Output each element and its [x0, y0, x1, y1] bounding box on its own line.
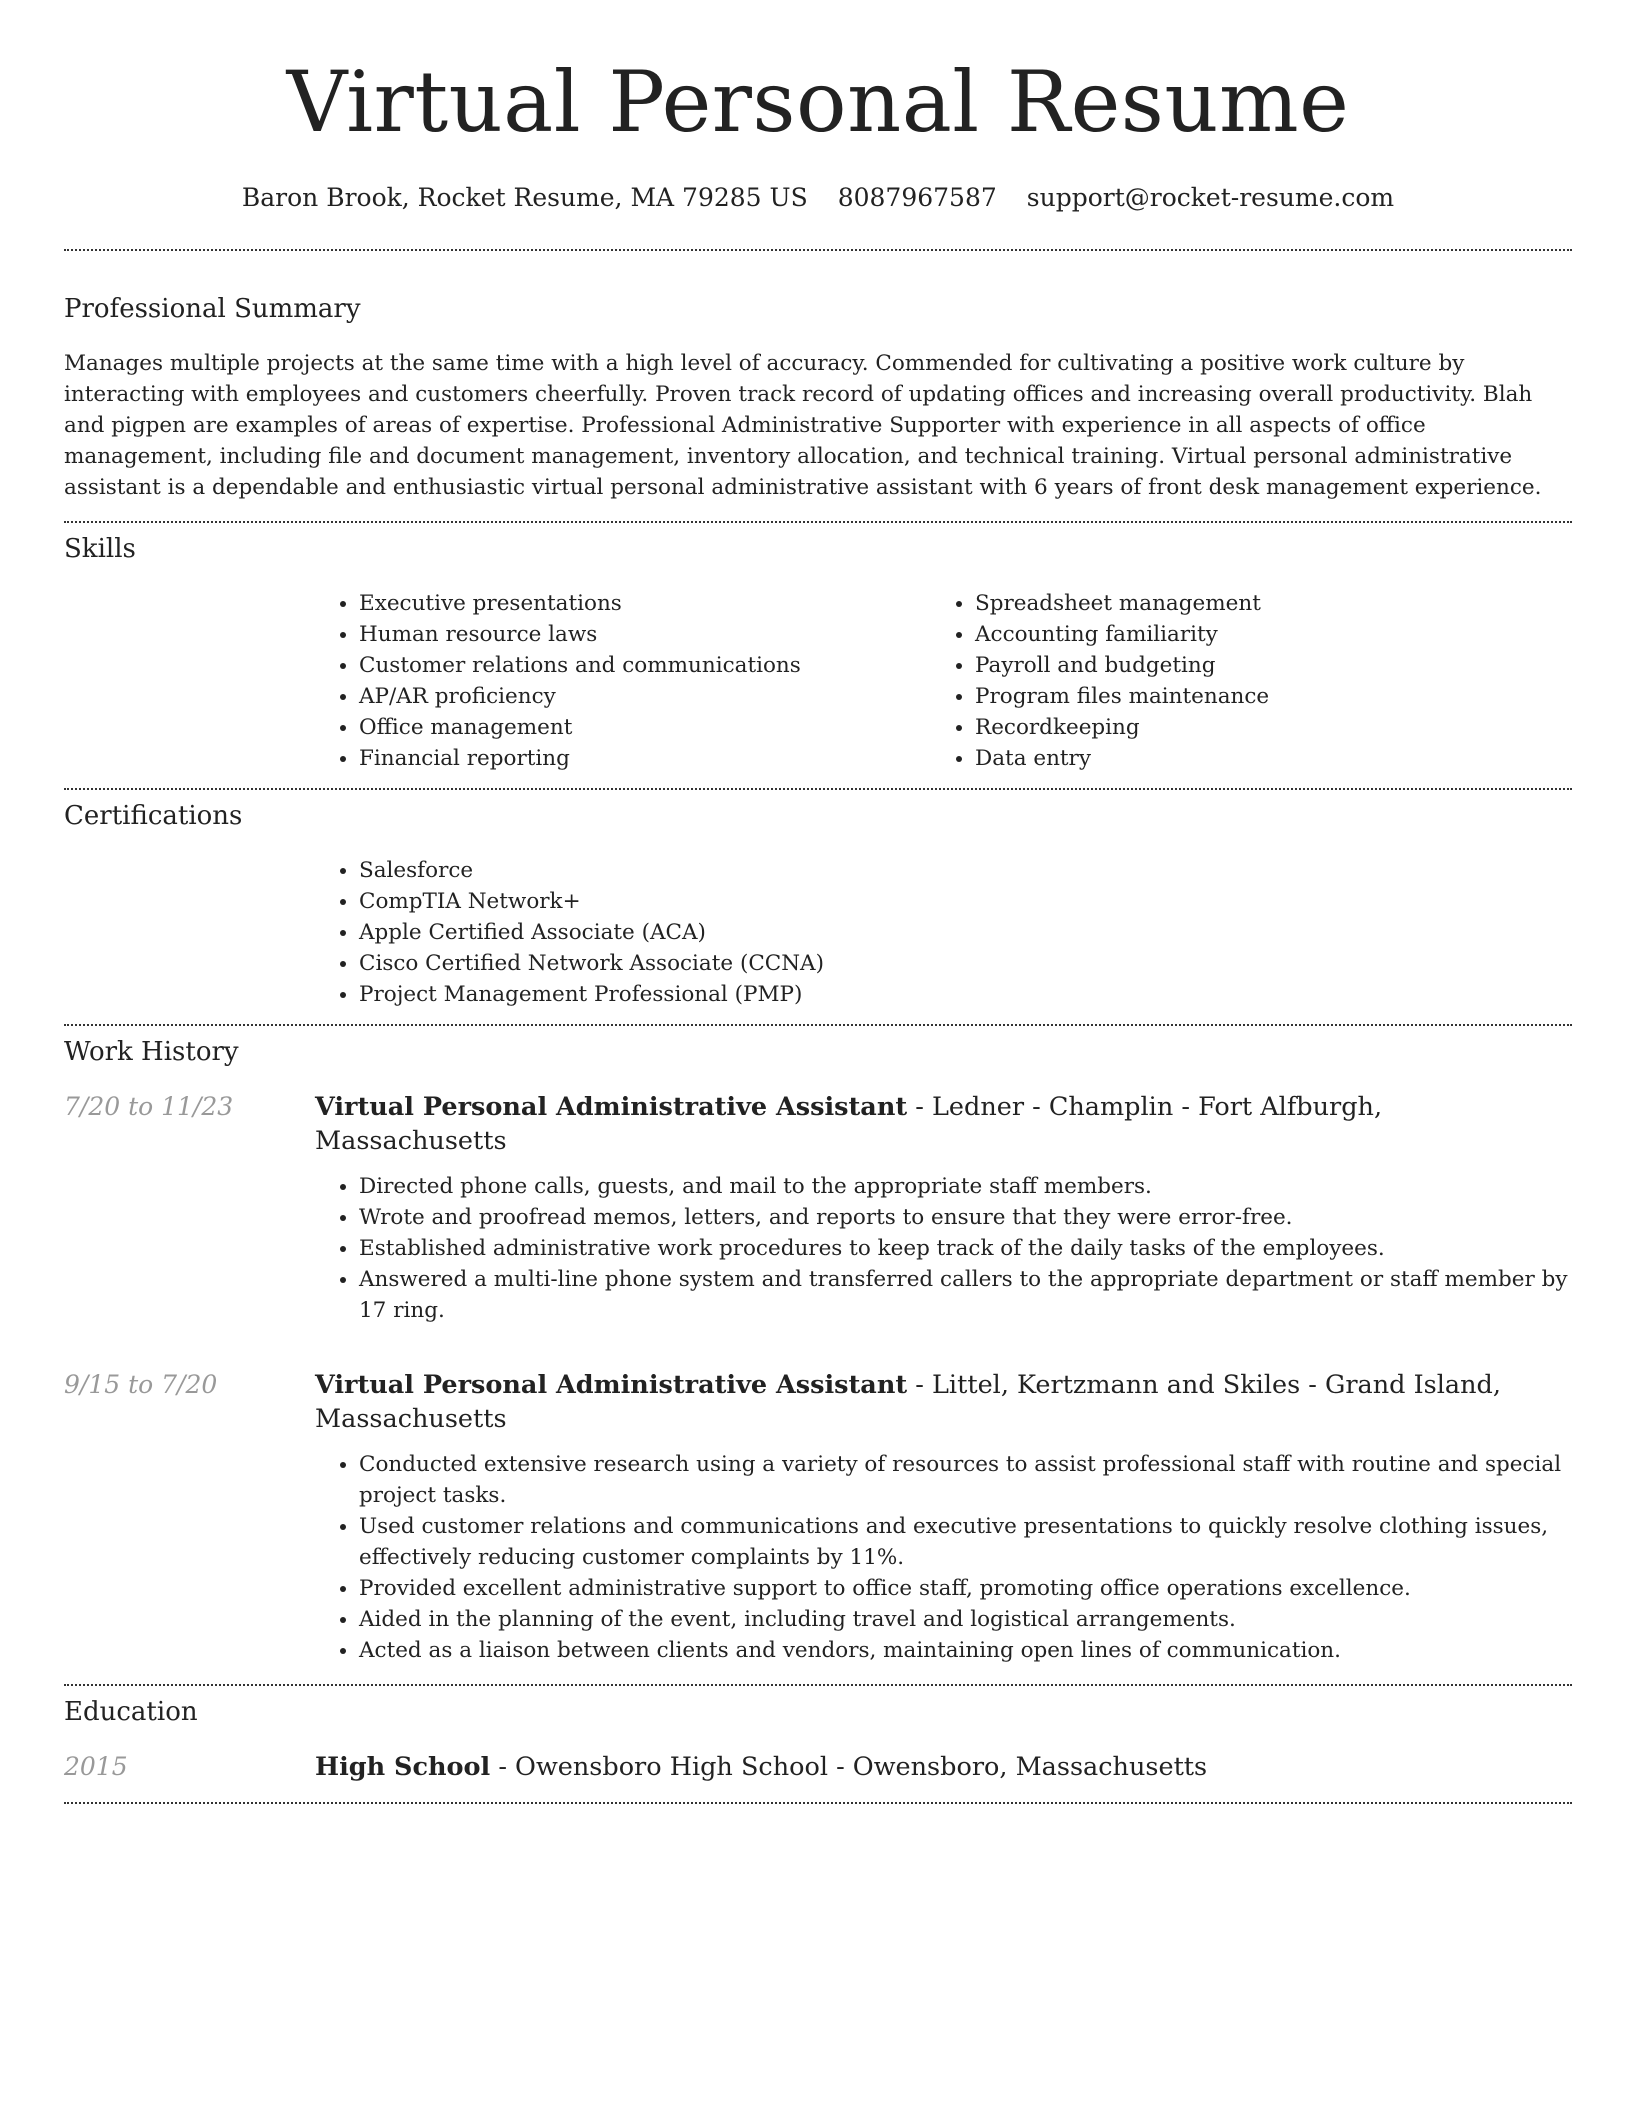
work-history-heading: Work History [64, 1037, 239, 1067]
job-role: Virtual Personal Administrative Assistant [315, 1092, 908, 1122]
certification-item: • Project Management Professional (PMP) [359, 979, 1572, 1010]
job-title [315, 1368, 1572, 1436]
contact-phone: 8087967587 [837, 183, 997, 212]
job-entry [64, 1368, 1572, 1666]
job-role: Virtual Personal Administrative Assistant [315, 1370, 908, 1400]
work-history-section [64, 1036, 1572, 1666]
divider [64, 788, 1572, 790]
certifications-section [64, 800, 1572, 1010]
certifications-list-wrap [315, 855, 1572, 1010]
education-title [315, 1750, 1207, 1784]
skills-heading: Skills [64, 534, 136, 564]
education-school-location: - Owensboro High School - Owensboro, Massachusetts [490, 1752, 1208, 1782]
education-heading: Education [64, 1697, 198, 1727]
education-entry [64, 1750, 1572, 1784]
skill-item: • Data entry [975, 743, 1547, 774]
job-bullets-wrap [315, 1449, 1572, 1666]
skill-item: • Financial reporting [359, 743, 931, 774]
job-header [64, 1368, 1572, 1436]
job-bullet: • Aided in the planning of the event, including travel and logistical arrangements. [359, 1604, 1572, 1635]
skills-column-left [315, 588, 931, 774]
skill-item: • Recordkeeping [975, 712, 1547, 743]
job-header [64, 1090, 1572, 1158]
job-employer-location: - Ledner - Champlin - Fort Alfburgh, Massachusetts [315, 1092, 1383, 1156]
skill-item: • Office management [359, 712, 931, 743]
resume-page [64, 0, 1572, 1804]
certification-item: • Salesforce [359, 855, 1572, 886]
job-bullet: • Wrote and proofread memos, letters, and reports to ensure that they were error-free. [359, 1202, 1572, 1233]
certification-item: • Cisco Certified Network Associate (CCNA) [359, 948, 1572, 979]
contact-address: Baron Brook, Rocket Resume, MA 79285 US [241, 183, 808, 212]
job-bullet: • Directed phone calls, guests, and mail to the appropriate staff members. [359, 1171, 1572, 1202]
skill-item: • Spreadsheet management [975, 588, 1547, 619]
skill-item: • AP/AR proficiency [359, 681, 931, 712]
divider [64, 1684, 1572, 1686]
certification-item: • CompTIA Network+ [359, 886, 1572, 917]
divider [64, 1802, 1572, 1804]
job-bullet: • Conducted extensive research using a variety of resources to assist professional staff with routine and special project tasks. [359, 1449, 1572, 1511]
certifications-heading: Certifications [64, 801, 243, 831]
job-bullet: • Answered a multi-line phone system and transferred callers to the appropriate department or staff member by 17 ring. [359, 1264, 1572, 1326]
job-bullet: • Provided excellent administrative support to office staff, promoting office operations excellence. [359, 1573, 1572, 1604]
job-bullet: • Acted as a liaison between clients and vendors, maintaining open lines of communication. [359, 1635, 1572, 1666]
skill-item: • Payroll and budgeting [975, 650, 1547, 681]
skills-column-right [931, 588, 1547, 774]
summary-heading: Professional Summary [64, 294, 361, 324]
certification-item: • Apple Certified Associate (ACA) [359, 917, 1572, 948]
divider [64, 1024, 1572, 1026]
summary-text: Manages multiple projects at the same time with a high level of accuracy. Commended for cultivating a positive work culture by interacting with employees and customers cheerfully. Proven track record of updating offices and increasing overall productivity. Blah and pigpen are examples of areas of expertise. Professional Administrative Supporter with experience in all aspects of office management, including file and document management, inventory allocation, and technical training. Virtual personal administrative assistant is a dependable and enthusiastic virtual personal administrative assistant with 6 years of front desk management experience. [64, 351, 1542, 500]
contact-line [64, 182, 1572, 214]
job-title [315, 1090, 1572, 1158]
skill-item: • Program files maintenance [975, 681, 1547, 712]
job-entry [64, 1090, 1572, 1326]
skill-item: • Human resource laws [359, 619, 931, 650]
education-section [64, 1696, 1572, 1784]
skill-item: • Customer relations and communications [359, 650, 931, 681]
job-bullet: • Established administrative work procedures to keep track of the daily tasks of the employees. [359, 1233, 1572, 1264]
job-bullet: • Used customer relations and communications and executive presentations to quickly resolve clothing issues, effectively reducing customer complaints by 11%. [359, 1511, 1572, 1573]
job-dates: 7/20 to 11/23 [64, 1092, 234, 1121]
divider [64, 249, 1572, 251]
contact-email: support@rocket-resume.com [1026, 183, 1395, 212]
skill-item: • Accounting familiarity [975, 619, 1547, 650]
job-bullets-wrap [315, 1171, 1572, 1326]
job-employer-location: - Littel, Kertzmann and Skiles - Grand Island, Massachusetts [315, 1370, 1501, 1434]
education-year: 2015 [64, 1752, 128, 1781]
skills-section [64, 533, 1572, 774]
job-dates: 9/15 to 7/20 [64, 1370, 218, 1399]
skills-columns [315, 588, 1572, 774]
summary-section [64, 293, 1572, 503]
divider [64, 521, 1572, 523]
skill-item: • Executive presentations [359, 588, 931, 619]
resume-title: Virtual Personal Resume [286, 53, 1350, 151]
education-degree: High School [315, 1752, 491, 1782]
